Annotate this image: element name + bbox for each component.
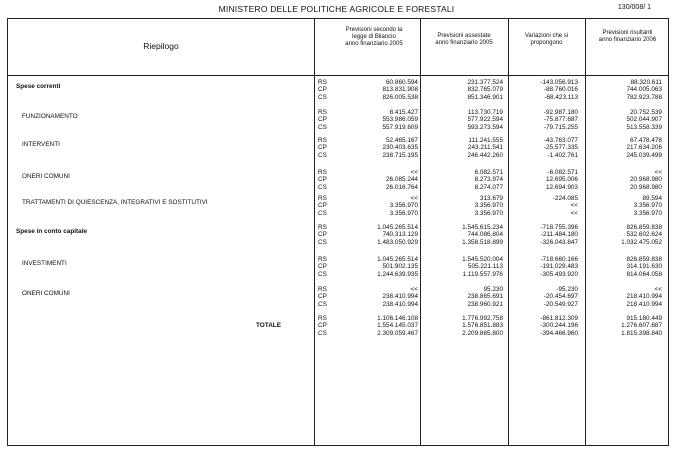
value: 1.554.145.037 <box>377 322 418 330</box>
value: -88.760.016 <box>543 86 578 94</box>
value: 52.465.167 <box>386 137 418 144</box>
value: -20.549.927 <box>543 300 578 308</box>
type-code: CS <box>318 123 327 131</box>
value: 26.085.244 <box>386 176 418 184</box>
value: -1.402.761 <box>547 151 578 159</box>
value: 12.694.903 <box>546 183 578 191</box>
value: 6.082.571 <box>474 169 503 176</box>
value: 814.064.058 <box>626 270 662 278</box>
value: -718.755.396 <box>540 224 578 231</box>
value: 851.346.901 <box>467 93 503 101</box>
column-header-line: propongono <box>530 40 563 47</box>
value: << <box>570 209 578 217</box>
column-header-line: anno finanziario 2005 <box>345 41 403 48</box>
value: 832.765.079 <box>467 86 503 94</box>
value: 1.106.146.108 <box>377 315 418 322</box>
row-label: ONERI COMUNI <box>22 290 70 297</box>
value-cell-c3 <box>488 315 578 337</box>
value: << <box>410 286 418 293</box>
value: 245.039.499 <box>626 151 662 159</box>
type-code: RS <box>318 169 327 176</box>
type-code: RS <box>318 109 327 116</box>
value: 8.273.974 <box>474 176 503 184</box>
value-cell-c4 <box>572 195 662 217</box>
value: 20.968.980 <box>630 183 662 191</box>
value: 1.276.607.687 <box>621 322 662 330</box>
value: 20.752.539 <box>630 109 662 116</box>
value: -75.877.687 <box>543 116 578 124</box>
value: 238.410.994 <box>382 293 418 301</box>
value-cell-c4 <box>572 79 662 101</box>
value: 1.358.518.899 <box>462 238 503 246</box>
value: -211.484.180 <box>540 231 578 239</box>
value: -43.763.077 <box>543 137 578 144</box>
value: -861.812.309 <box>540 315 578 322</box>
type-code: CP <box>318 176 327 184</box>
value: 1.545.615.234 <box>462 224 503 231</box>
header-rule <box>8 75 668 76</box>
value-cell-c1 <box>328 286 418 308</box>
column-header-line: anno finanziario 2006 <box>598 37 657 44</box>
value: << <box>654 169 662 176</box>
type-code: CS <box>318 183 327 191</box>
row-label: Spese correnti <box>16 83 61 90</box>
value: 60.860.594 <box>386 79 418 86</box>
value: 782.923.788 <box>626 93 662 101</box>
column-header-line: Variazioni che si <box>524 33 569 39</box>
value: 3.356.970 <box>389 209 418 217</box>
value: 3.356.970 <box>389 202 418 210</box>
row-label: TOTALE <box>256 322 281 329</box>
column-header-legge-bilancio <box>328 27 420 49</box>
value: 3.356.970 <box>474 202 503 210</box>
value: 826.005.538 <box>382 93 418 101</box>
type-code: CP <box>318 293 327 301</box>
value-cell-c1 <box>328 256 418 278</box>
value: << <box>410 195 418 202</box>
value: 1.576.851.883 <box>462 322 503 330</box>
type-code: RS <box>318 224 327 231</box>
value: 231.377.524 <box>467 79 503 86</box>
column-header-variazioni <box>508 33 585 47</box>
value: -92.987.180 <box>543 109 578 116</box>
column-header-riepilogo: Riepilogo <box>143 41 179 51</box>
type-code: RS <box>318 286 327 293</box>
value-cell-c1 <box>328 195 418 217</box>
value-cell-c1 <box>328 224 418 246</box>
type-code: CS <box>318 151 327 159</box>
type-code: RS <box>318 79 327 86</box>
value: 89.594 <box>642 195 662 202</box>
type-code: CP <box>318 263 327 271</box>
value-cell-c3 <box>488 286 578 308</box>
value: -95.230 <box>556 286 578 293</box>
type-code: CP <box>318 86 327 94</box>
column-header-line: anno finanziario 2005 <box>435 40 493 47</box>
value: 826.859.838 <box>626 224 662 231</box>
value: 238.960.921 <box>467 300 503 308</box>
value: 88.320.611 <box>630 79 662 86</box>
value: 532.602.624 <box>626 231 662 239</box>
type-code: CS <box>318 329 327 337</box>
table-frame <box>7 18 669 446</box>
value-cell-c4 <box>572 109 662 131</box>
value: 111.241.555 <box>468 137 503 144</box>
type-code: RS <box>318 256 327 263</box>
value-cell-c4 <box>572 315 662 337</box>
value-cell-c3 <box>488 137 578 159</box>
value: 553.986.059 <box>382 116 418 124</box>
value: 1.045.265.514 <box>377 256 418 263</box>
value: -718.660.166 <box>540 256 578 263</box>
value: 243.211.541 <box>467 144 503 152</box>
value: -305.493.920 <box>540 270 578 278</box>
value: 218.410.994 <box>626 300 662 308</box>
value: 813.831.908 <box>382 86 418 94</box>
value-cell-c1 <box>328 137 418 159</box>
column-header-line: Previsioni assestate <box>437 33 491 39</box>
value: 238.865.691 <box>467 293 503 301</box>
value: 230.403.635 <box>382 144 418 152</box>
value: -224.085 <box>552 195 578 202</box>
value: 67.478.478 <box>630 137 662 144</box>
value: 744.086.804 <box>467 231 503 239</box>
value: 238.410.994 <box>382 300 418 308</box>
value: 217.634.206 <box>626 144 662 152</box>
value: 1.483.050.929 <box>377 238 418 246</box>
value-cell-c1 <box>328 79 418 101</box>
column-header-risultanti <box>585 30 670 44</box>
value: 2.309.059.467 <box>377 329 418 337</box>
type-code: CP <box>318 116 327 124</box>
type-code: RS <box>318 315 327 322</box>
value: 20.968.980 <box>630 176 662 184</box>
type-code: RS <box>318 137 327 144</box>
type-code: CP <box>318 231 327 239</box>
type-code: CS <box>318 300 327 308</box>
row-label: Spese in conto capitale <box>16 228 88 235</box>
value: -68.423.113 <box>544 93 578 101</box>
value-cell-c3 <box>488 109 578 131</box>
value: 238.715.195 <box>382 151 418 159</box>
value-cell-c1 <box>328 109 418 131</box>
value: 12.695.006 <box>546 176 578 184</box>
value-cell-c3 <box>488 195 578 217</box>
value: 740.313.129 <box>382 231 418 239</box>
page-code: 130/008/ 1 <box>617 4 651 11</box>
row-label: FUNZIONAMENTO <box>22 113 78 120</box>
value-cell-c3 <box>488 169 578 191</box>
type-code: CS <box>318 270 327 278</box>
value: 246.442.260 <box>467 151 503 159</box>
value: 501.902.135 <box>382 263 418 271</box>
type-code: CP <box>318 144 327 152</box>
value-cell-c3 <box>488 79 578 101</box>
value: 1.119.557.976 <box>462 270 503 278</box>
column-header-line: Previsioni risultanti <box>602 30 653 36</box>
value: -6.082.571 <box>547 169 578 176</box>
value: -143.056.913 <box>540 79 578 86</box>
value-cell-c4 <box>572 169 662 191</box>
value-cell-c4 <box>572 256 662 278</box>
type-code: CP <box>318 322 327 330</box>
value: -25.577.335 <box>543 144 578 152</box>
value-cell-c4 <box>572 286 662 308</box>
value: 3.356.970 <box>633 209 662 217</box>
value: -20.454.697 <box>543 293 578 301</box>
column-header-assestate <box>420 33 508 47</box>
value-cell-c1 <box>328 169 418 191</box>
value-cell-c4 <box>572 137 662 159</box>
column-header-line: Previsioni secondo la <box>345 27 403 33</box>
value: 218.410.994 <box>626 293 662 301</box>
value: 26.016.764 <box>386 183 418 191</box>
row-label: INVESTIMENTI <box>22 260 67 267</box>
type-code: CS <box>318 238 327 246</box>
value: -79.715.255 <box>543 123 578 131</box>
value: 577.922.594 <box>467 116 503 124</box>
value: 3.356.970 <box>474 209 503 217</box>
value: 8.415.427 <box>389 109 418 116</box>
value: 1.045.265.514 <box>377 224 418 231</box>
column-header-line: legge di Bilancio <box>352 34 396 41</box>
value: 95.230 <box>483 286 503 293</box>
value-cell-c1 <box>328 315 418 337</box>
value: 314.191.630 <box>626 263 662 271</box>
value: << <box>654 286 662 293</box>
value: 313.679 <box>479 195 503 202</box>
value: 513.558.339 <box>626 123 662 131</box>
row-label: INTERVENTI <box>22 141 60 148</box>
row-label: TRATTAMENTI DI QUIESCENZA, INTEGRATIVI E SOSTITUTIVI <box>22 199 208 206</box>
type-code: CS <box>318 93 327 101</box>
row-label: ONERI COMUNI <box>22 173 70 180</box>
value: -394.466.960 <box>540 329 578 337</box>
value: 1.244.639.935 <box>377 270 418 278</box>
value-cell-c4 <box>572 224 662 246</box>
value-cell-c3 <box>488 224 578 246</box>
value: 3.356.970 <box>633 202 662 210</box>
value: 1.776.992.758 <box>462 315 503 322</box>
value: 113.730.719 <box>467 109 503 116</box>
value: 557.919.609 <box>382 123 418 131</box>
type-code: RS <box>318 195 327 202</box>
value: << <box>410 169 418 176</box>
value: 826.859.838 <box>626 256 662 263</box>
value-cell-c3 <box>488 256 578 278</box>
value: 505.221.113 <box>467 263 503 271</box>
value: 915.180.449 <box>626 315 662 322</box>
value: 1.815.398.840 <box>621 329 662 337</box>
value: 1.545.520.004 <box>462 256 503 263</box>
value: -326.043.847 <box>540 238 578 246</box>
value: 8.274.077 <box>474 183 503 191</box>
value: -300.244.196 <box>540 322 578 330</box>
value: 744.005.063 <box>626 86 662 94</box>
value: 2.209.865.800 <box>462 329 503 337</box>
value: 502.044.907 <box>626 116 662 124</box>
value: 593.273.594 <box>467 123 503 131</box>
type-code: CS <box>318 209 327 217</box>
value: << <box>570 202 578 210</box>
type-code: CP <box>318 202 327 210</box>
ministry-title: MINISTERO DELLE POLITICHE AGRICOLE E FORESTALI <box>218 4 455 14</box>
value: -191.029.483 <box>540 263 578 271</box>
value: 1.032.475.052 <box>621 238 662 246</box>
divider-1 <box>314 19 315 445</box>
